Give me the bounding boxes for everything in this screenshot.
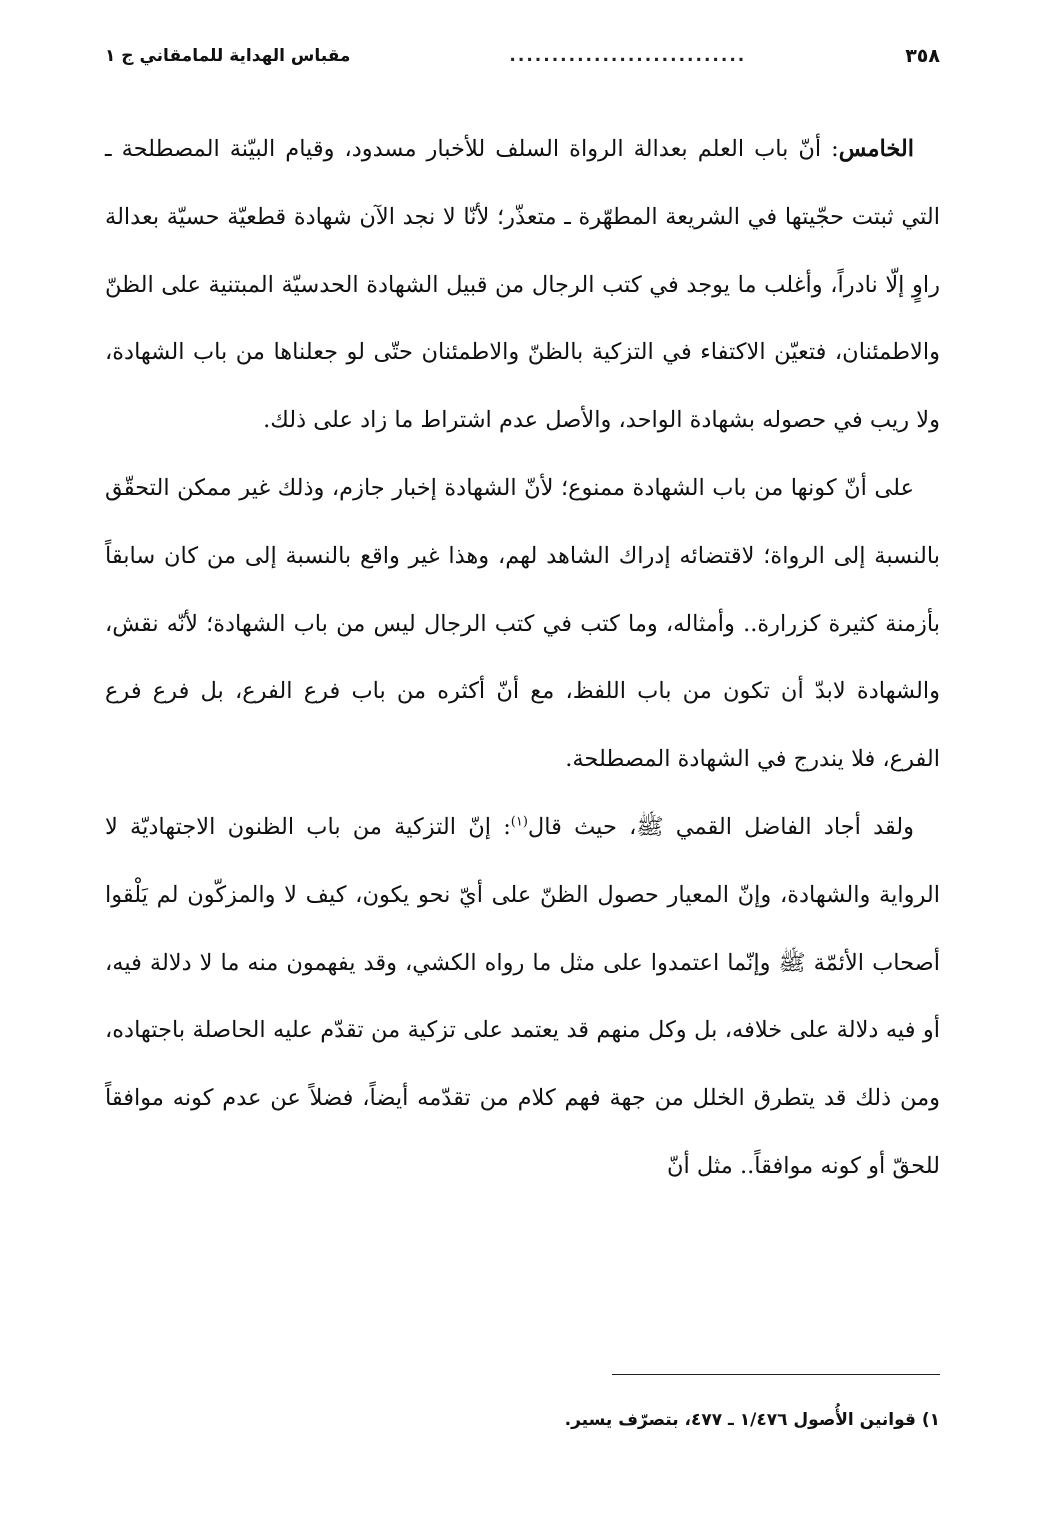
paragraph-testimony-objection [105, 455, 940, 794]
footnote-separator [612, 1374, 940, 1375]
paragraph-lead-word: الخامس [838, 136, 914, 162]
paragraph-fifth-point [105, 116, 940, 455]
header-leader-dots: ............................ [509, 46, 747, 66]
page-number: ٣٥٨ [905, 45, 940, 67]
paragraph-text: على أنّ كونها من باب الشهادة ممنوع؛ لأنّ الشهادة إخبار جازم، وذلك غير ممكن التحقّق بالنسبة إلى الرواة؛ لاقتضائه إدراك الشاهد لهم، وهذا غير واقع بالنسبة إلى من كان سابقاً بأزمنة كثيرة كزرارة.. وأمثاله، وما كتب في كتب الرجال ليس من باب الشهادة؛ لأنّه نقش، والشهادة لابدّ أن تكون من باب اللفظ، مع أنّ أكثره من باب فرع الفرع، بل فرع فرع الفرع، فلا يندرج في الشهادة المصطلحة. [105, 474, 940, 773]
page-header [105, 36, 940, 76]
book-page [105, 0, 940, 1515]
paragraph-text: ولقد أجاد الفاضل القمي ﷺ، حيث قال [527, 813, 914, 840]
paragraph-text: : أنّ باب العلم بعدالة الرواة السلف للأخبار مسدود، وقيام البيّنة المصطلحة ـ التي ثبتت حجّيتها في الشريعة المطهّرة ـ متعذّر؛ لأنّا لا نجد الآن شهادة قطعيّة حسيّة بعدالة راوٍ إلّا نادراً، وأغلب ما يوجد في كتب الرجال من قبيل الشهادة الحدسيّة المبتنية على الظنّ والاطمئنان، فتعيّن الاكتفاء في التزكية بالظنّ والاطمئنان حتّى لو جعلناها من باب الشهادة، ولا ريب في حصوله بشهادة الواحد، والأصل عدم اشتراط ما زاد على ذلك. [105, 136, 940, 434]
paragraph-qummi-quote [105, 794, 940, 1201]
body-text [105, 116, 940, 1201]
footnote: ١) قوانين الأُصول ١/٤٧٦ ـ ٤٧٧، بتصرّف يسير. [564, 1410, 940, 1430]
paragraph-text-continued: : إنّ التزكية من باب الظنون الاجتهاديّة لا الرواية والشهادة، وإنّ المعيار حصول الظنّ على أيّ نحو يكون، كيف لا والمزكّون لم يَلْقوا أصحاب الأئمّة ﷺ وإنّما اعتمدوا على مثل ما رواه الكشي، وقد يفهمون منه ما لا دلالة فيه، أو فيه دلالة على خلافه، بل وكل منهم قد يعتمد على تزكية من تقدّم عليه الحاصلة باجتهاده، ومن ذلك قد يتطرق الخلل من جهة فهم كلام من تقدّمه أيضاً، فضلاً عن عدم كونه موافقاً للحقّ أو كونه موافقاً.. مثل أنّ [105, 813, 940, 1179]
running-title: مقباس الهداية للمامقاني ج ١ [105, 46, 351, 66]
footnote-reference: (١) [510, 814, 528, 830]
